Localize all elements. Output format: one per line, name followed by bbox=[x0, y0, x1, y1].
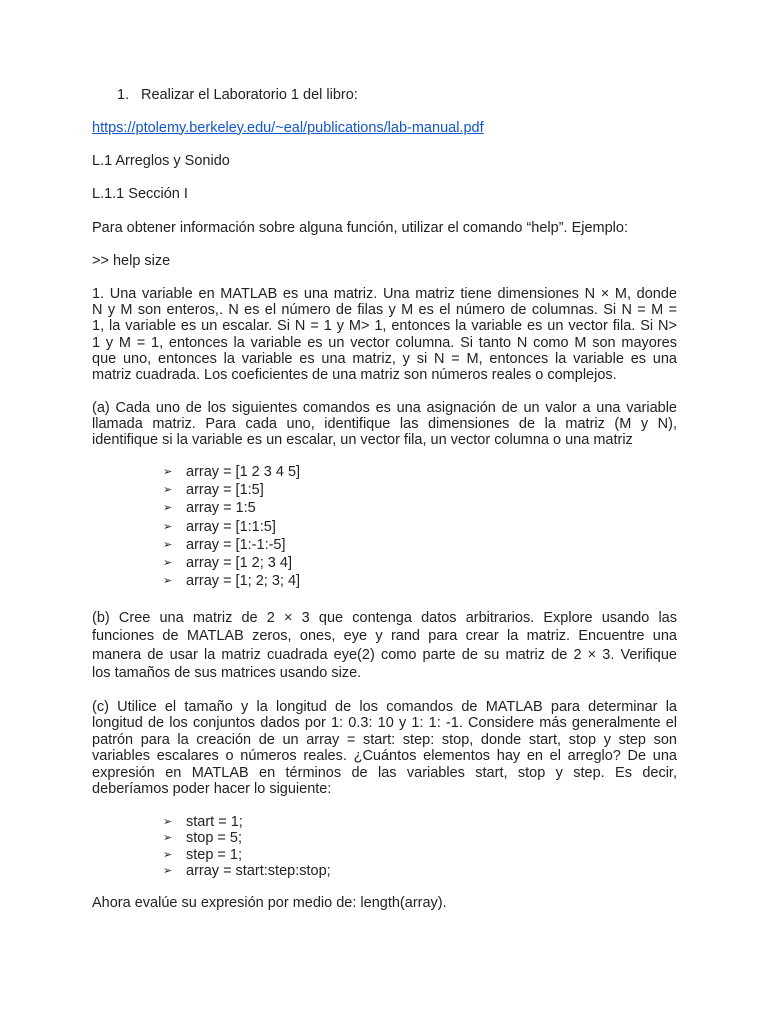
array-command-list bbox=[163, 463, 643, 590]
paragraph-line: 1, la variable es un escalar. Si N = 1 y M> 1, entonces la variable es un vector fila. Si N> bbox=[92, 318, 677, 335]
list-item-text: array = 1:5 bbox=[186, 500, 256, 517]
paragraph-line: expresión en MATLAB en términos de las variables start, stop y step. Es decir, bbox=[92, 764, 677, 781]
arrow-bullet-icon bbox=[163, 814, 172, 830]
help-intro: Para obtener información sobre alguna función, utilizar el comando “help”. Ejemplo: bbox=[92, 219, 628, 236]
arrow-bullet-icon bbox=[163, 863, 172, 879]
list-item-text: array = [1; 2; 3; 4] bbox=[186, 573, 301, 590]
paragraph-line: identifique si la variable es un escalar, un vector fila, un vector columna o una matriz bbox=[92, 432, 633, 448]
paragraph-line: (c) Utilice el tamaño y la longitud de los comandos de MATLAB para determinar la bbox=[92, 699, 677, 715]
paragraph-line: deberíamos poder hacer lo siguiente: bbox=[92, 781, 332, 798]
list-item-text: start = 1; bbox=[186, 814, 243, 830]
list-item bbox=[163, 572, 643, 590]
list-item bbox=[163, 830, 643, 846]
arrow-bullet-icon bbox=[163, 830, 172, 846]
paragraph-line: los tamaños de sus matrices usando size. bbox=[92, 665, 362, 682]
list-item bbox=[163, 518, 643, 536]
paragraph-1 bbox=[92, 286, 677, 383]
list-item-text: array = [1:-1:-5] bbox=[186, 536, 286, 553]
paragraph-line: variables escalares o números reales. ¿Cuántos elementos hay en el arreglo? De una bbox=[92, 748, 677, 765]
paragraph-line: N y M son enteros,. N es el número de filas y M es el número de columnas. Si N = M = bbox=[92, 302, 677, 319]
list-item bbox=[163, 463, 643, 481]
list-item-text: array = [1 2 3 4 5] bbox=[186, 464, 301, 480]
lab-manual-link[interactable]: https://ptolemy.berkeley.edu/~eal/publications/lab-manual.pdf bbox=[92, 119, 484, 136]
paragraph-c bbox=[92, 699, 677, 797]
paragraph-line: (b) Cree una matriz de 2 × 3 que contenga datos arbitrarios. Explore usando las bbox=[92, 610, 677, 626]
link-line bbox=[92, 120, 677, 137]
list-item bbox=[163, 863, 643, 879]
arrow-bullet-icon bbox=[163, 499, 172, 517]
numbered-item bbox=[0, 87, 768, 104]
item-number: 1. bbox=[117, 86, 130, 103]
paragraph-a bbox=[92, 400, 677, 448]
list-item bbox=[163, 481, 643, 499]
list-item-text: array = start:step:stop; bbox=[186, 863, 331, 880]
list-item-text: stop = 5; bbox=[186, 830, 243, 847]
arrow-bullet-icon bbox=[163, 463, 172, 481]
variable-assignment-list bbox=[163, 814, 643, 880]
arrow-bullet-icon bbox=[163, 518, 172, 536]
list-item bbox=[163, 536, 643, 554]
list-item bbox=[163, 499, 643, 517]
paragraph-b bbox=[92, 609, 677, 683]
paragraph-line: llamada matriz. Para cada uno, identifique las dimensiones de la matriz (M y N), bbox=[92, 416, 677, 432]
list-item bbox=[163, 814, 643, 830]
paragraph-line: funciones de MATLAB zeros, ones, eye y rand para crear la matriz. Encuentre una bbox=[92, 628, 677, 645]
list-item-text: array = [1 2; 3 4] bbox=[186, 555, 292, 572]
paragraph-line: que uno, entonces la variable es una matriz, y si N = M, entonces la variable es una bbox=[92, 350, 677, 367]
paragraph-line: longitud de los conjuntos dados por 1: 0.3: 10 y 1: 1: -1. Considere más generalmente el bbox=[92, 715, 677, 732]
subsection-heading: L.1.1 Sección I bbox=[92, 185, 188, 202]
arrow-bullet-icon bbox=[163, 481, 172, 499]
arrow-bullet-icon bbox=[163, 536, 172, 554]
closing-line: Ahora evalúe su expresión por medio de: length(array). bbox=[92, 894, 447, 911]
arrow-bullet-icon bbox=[163, 554, 172, 572]
arrow-bullet-icon bbox=[163, 572, 172, 590]
paragraph-line: (a) Cada uno de los siguientes comandos es una asignación de un valor a una variable bbox=[92, 400, 677, 416]
list-item-text: array = [1:5] bbox=[186, 482, 264, 499]
list-item bbox=[163, 847, 643, 863]
paragraph-line: matriz cuadrada. Los coeficientes de una matriz son números reales o complejos. bbox=[92, 367, 617, 384]
section-heading: L.1 Arreglos y Sonido bbox=[92, 152, 230, 169]
paragraph-line: manera de usar la matriz cuadrada eye(2) como parte de su matriz de 2 × 3. Verifique bbox=[92, 646, 677, 663]
help-example: >> help size bbox=[92, 252, 171, 269]
paragraph-line: patrón para la creación de un array = start: step: stop, donde start, stop y step son bbox=[92, 731, 677, 748]
paragraph-line: 1 y M = 1, entonces la variable es un vector columna. Si tanto N como M son mayores bbox=[92, 334, 677, 351]
list-item-text: array = [1:1:5] bbox=[186, 518, 276, 535]
list-item-text: step = 1; bbox=[186, 846, 243, 863]
list-item bbox=[163, 554, 643, 572]
arrow-bullet-icon bbox=[163, 847, 172, 863]
item-text: Realizar el Laboratorio 1 del libro: bbox=[141, 86, 358, 103]
paragraph-line: 1. Una variable en MATLAB es una matriz. Una matriz tiene dimensiones N × M, donde bbox=[92, 286, 677, 302]
